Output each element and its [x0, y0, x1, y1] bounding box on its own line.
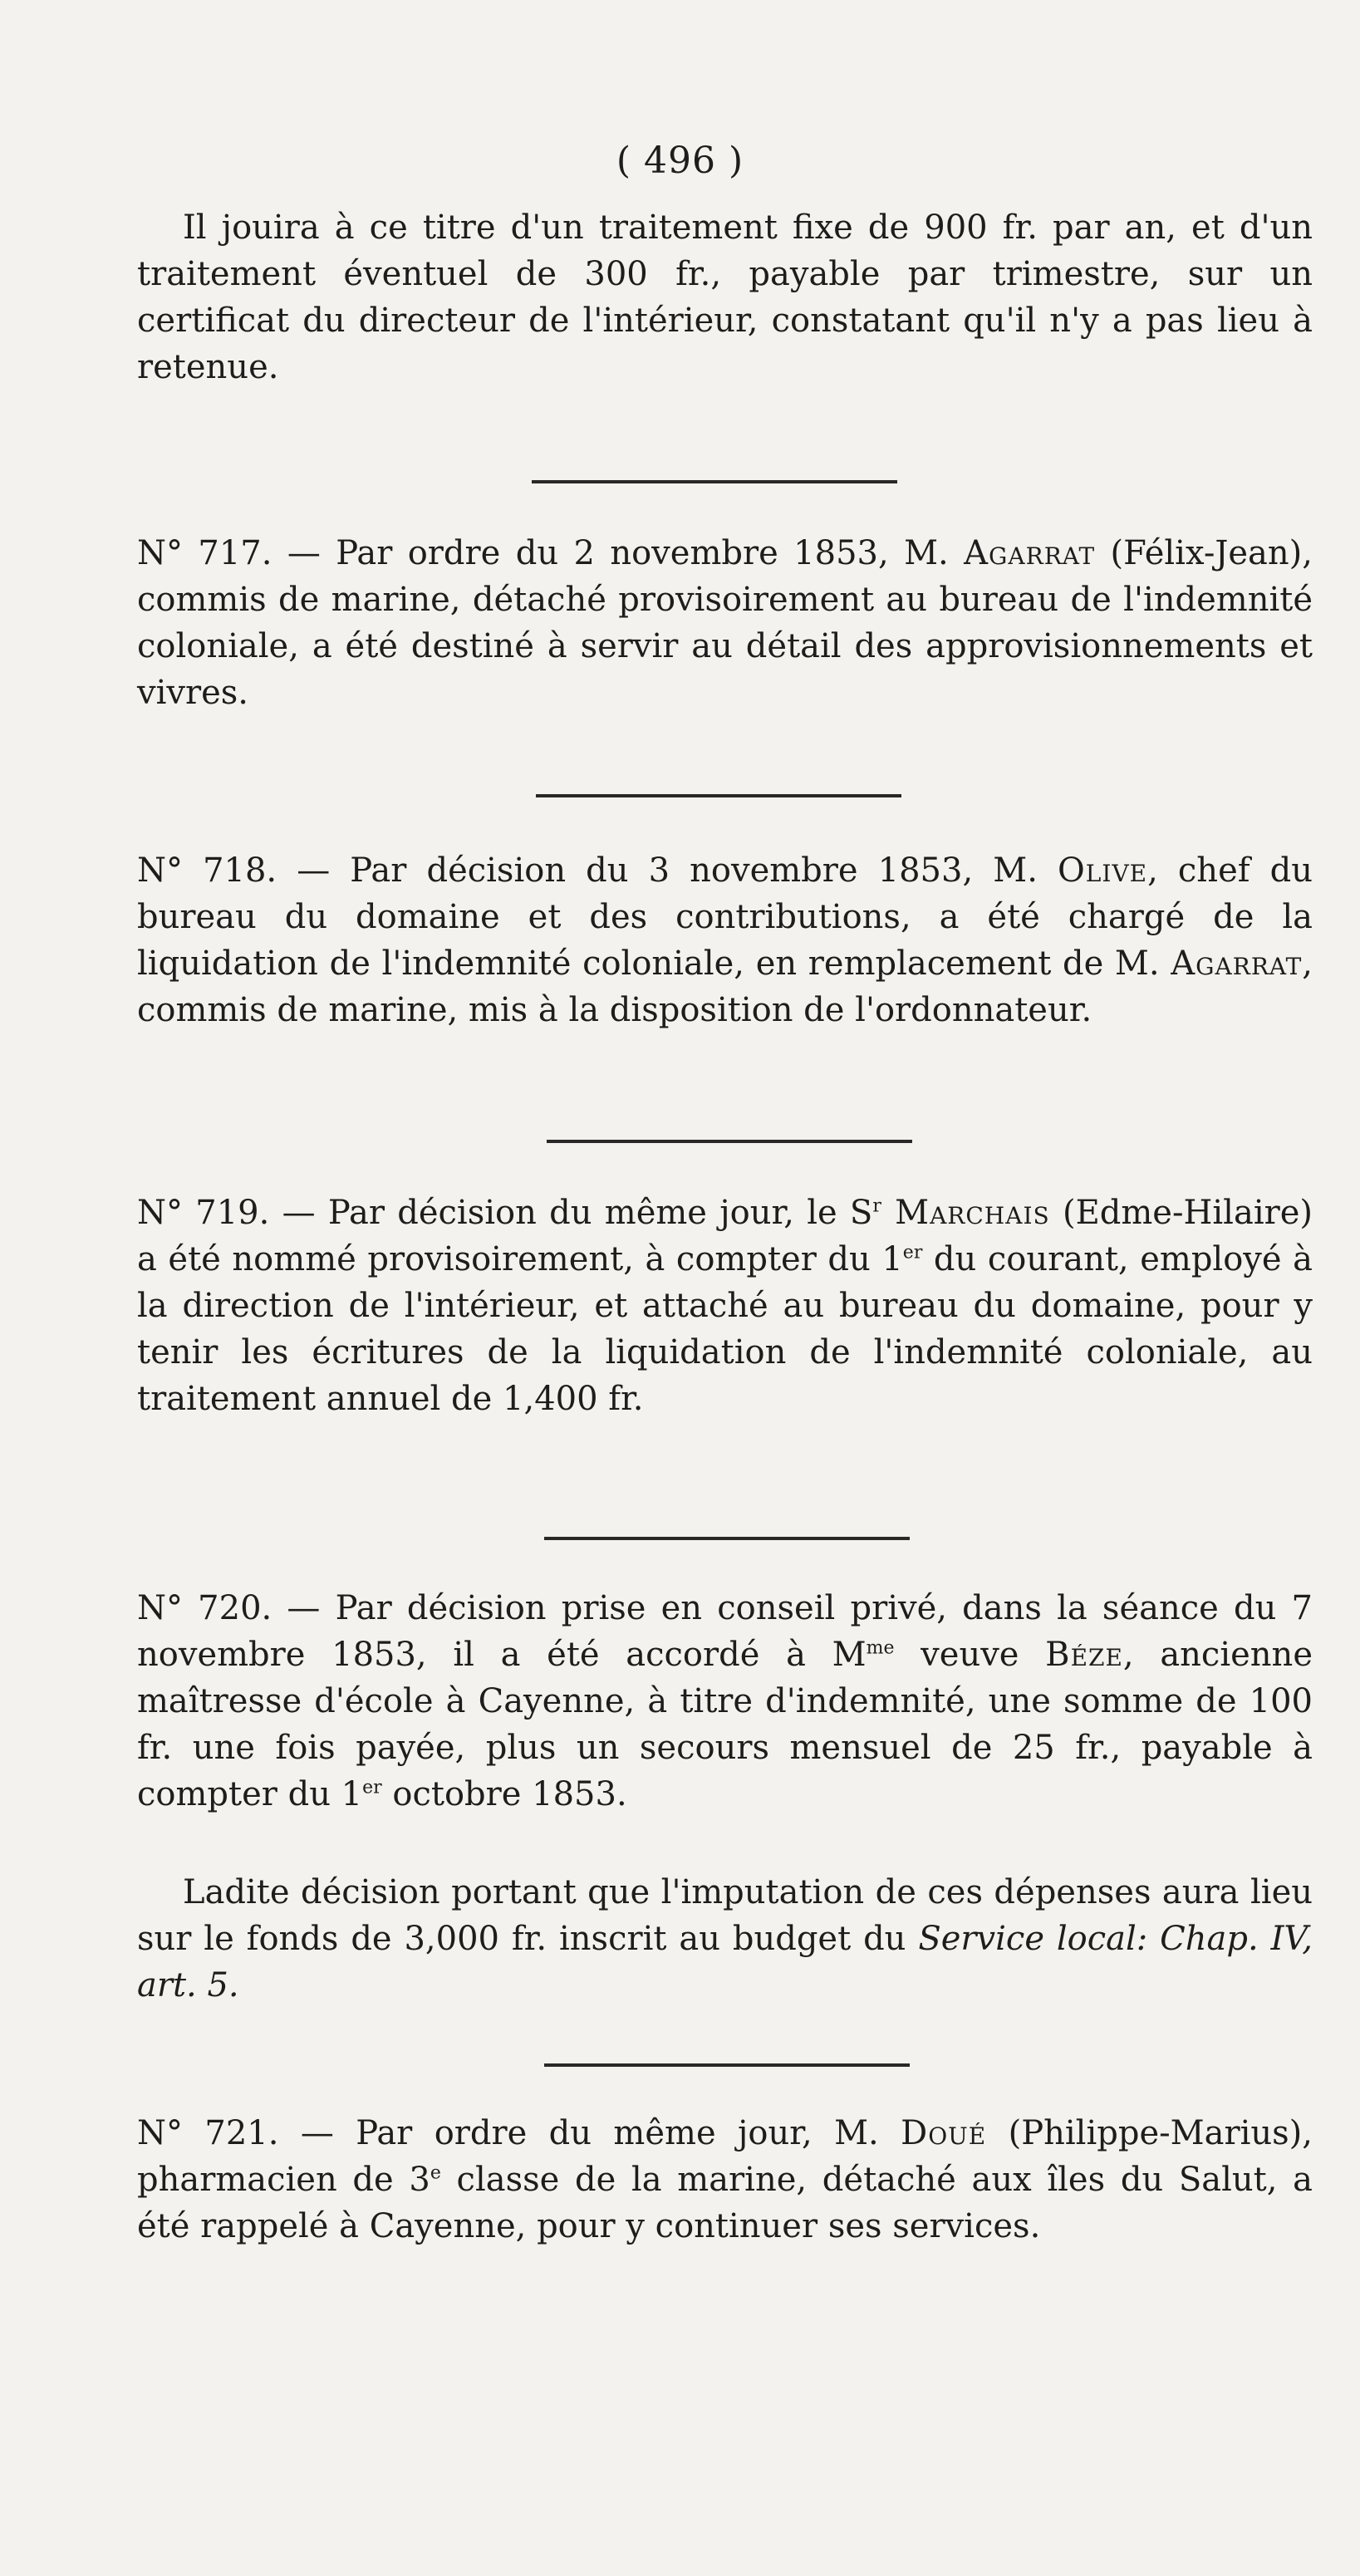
entry-text: classe de la marine, détaché aux îles du Salut, a été rappelé à Cayenne, pour y continuer ses services. [137, 2161, 1313, 2245]
separator-rule [536, 794, 901, 797]
separator-rule [547, 1140, 912, 1143]
separator-rule [532, 480, 897, 483]
entry-text: (Félix-Jean), commis de marine, détaché provisoirement au bureau de l'indemnité coloniale, a été destiné à servir au détail des approvisionnements et vivres. [137, 534, 1313, 712]
paragraph-continuation [137, 204, 1313, 390]
person-name: Agarrat [964, 534, 1096, 572]
entry-number: N° 718. — [137, 851, 351, 890]
entry-number: N° 719. — [137, 1194, 328, 1232]
paragraph-text: Il jouira à ce titre d'un traitement fixe de 900 fr. par an, et d'un traitement éventuel de 300 fr., payable par trimestre, sur un certificat du directeur de l'intérieur, constatant qu'il n'y a pas lieu à retenue. [137, 209, 1313, 386]
person-name: Doué [901, 2114, 987, 2152]
entry-text: , commis de marine, mis à la disposition de l'ordonnateur. [137, 945, 1313, 1029]
entry-text: du courant, employé à la direction de l'intérieur, et attaché au bureau du domaine, pour y tenir les écritures de la liquidation de l'indemnité coloniale, au traitement annuel de 1,400 fr. [137, 1240, 1313, 1418]
entry-text: octobre 1853. [381, 1775, 627, 1813]
entry-text: , ancienne maîtresse d'école à Cayenne, à titre d'indemnité, une somme de 100 fr. une fois payée, plus un secours mensuel de 25 fr., payable à compter du 1 [137, 1636, 1313, 1813]
entry-718 [137, 847, 1313, 1033]
entry-text: Par décision prise en conseil privé, dans la séance du 7 novembre 1853, il a été accordé à M [137, 1589, 1313, 1674]
entry-717 [137, 530, 1313, 716]
entry-text: Par ordre du même jour, M. [356, 2114, 901, 2152]
person-name: Marchais [881, 1194, 1050, 1232]
entry-text: Par décision du 3 novembre 1853, M. [350, 851, 1058, 890]
entry-number: N° 720. — [137, 1589, 336, 1627]
budget-reference: Service local: Chap. IV, art. 5. [137, 1920, 1313, 2004]
superscript: er [362, 1777, 382, 1798]
entry-720 [137, 1585, 1313, 1818]
separator-rule [544, 2063, 910, 2067]
entry-719 [137, 1190, 1313, 1422]
superscript: er [902, 1242, 923, 1263]
entry-text: , chef du bureau du domaine et des contributions, a été chargé de la liquidation de l'indemnité coloniale, en remplacement de M. [137, 851, 1313, 983]
entry-text: (Edme-Hilaire) a été nommé provisoirement, à compter du 1 [137, 1194, 1313, 1278]
entry-text: Ladite décision portant que l'imputation de ces dépenses aura lieu sur le fonds de 3,000 fr. inscrit au budget du [137, 1873, 1313, 1958]
superscript: me [866, 1637, 895, 1659]
superscript: e [430, 2162, 441, 2184]
entry-text: Par décision du même jour, le S [327, 1194, 873, 1232]
superscript: r [872, 1195, 881, 1217]
separator-rule [544, 1537, 910, 1540]
person-name: Béze [1045, 1636, 1123, 1674]
person-name: Agarrat [1171, 945, 1303, 983]
entry-721 [137, 2110, 1313, 2250]
person-name: Olive [1058, 851, 1148, 890]
entry-text: (Philippe-Marius), pharmacien de 3 [137, 2114, 1313, 2199]
entry-720-note [137, 1869, 1313, 2009]
page-number: ( 496 ) [616, 140, 744, 182]
entry-number: N° 721. — [137, 2114, 356, 2152]
entry-text: Par ordre du 2 novembre 1853, M. [336, 534, 965, 572]
entry-number: N° 717. — [137, 534, 336, 572]
entry-text: veuve [894, 1636, 1046, 1674]
